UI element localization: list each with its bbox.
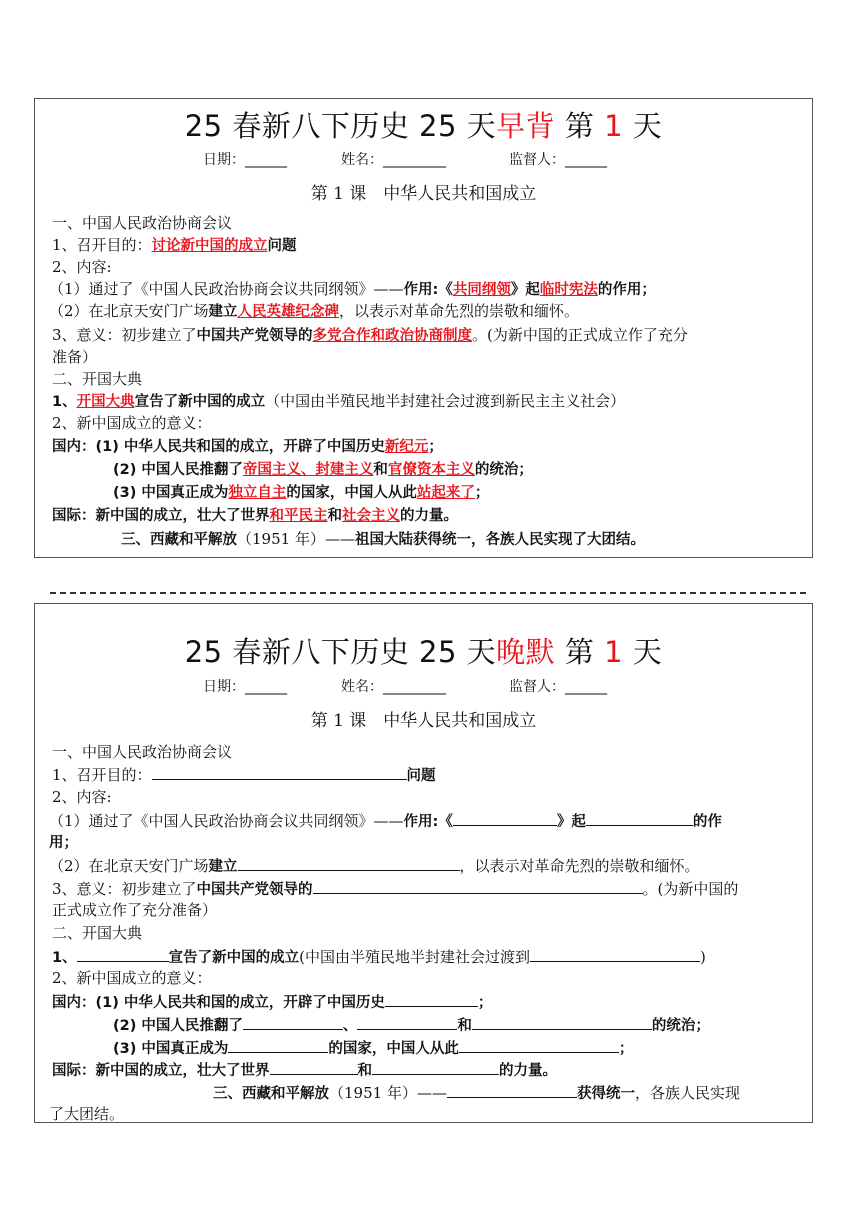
date-field: 日期：______ [203,679,287,695]
answer: 站起来了 [416,485,475,501]
name-field: 姓名：_________ [341,152,446,168]
text-line: 正式成立作了充分准备） [52,901,218,919]
text: 和 [373,462,388,478]
text: 、 [342,1018,358,1034]
morning-card [34,98,813,558]
text-line [52,325,688,346]
text-line: 准备） [52,348,98,366]
text: 的国家，中国人从此 [328,1041,459,1057]
title-red: 早背 [496,109,556,143]
evening-card [34,603,813,1123]
supervisor-field: 监督人：______ [509,679,607,695]
blank-line [447,1082,577,1098]
title-num: 1 [604,109,624,143]
title-end: 天 [623,109,663,143]
title-main: 25 春新八下历史 25 天 [184,109,497,143]
answer: 共同纲领 [452,282,511,298]
text: 。(为新中国的 [642,880,739,898]
text: 》起 [510,282,540,298]
text: （2）在北京天安门广场 [49,302,209,320]
supervisor-field: 监督人：______ [509,152,607,168]
text-line [52,436,443,457]
text: 国际：新中国的成立，壮大了世界 [52,508,270,524]
text-line [49,279,656,300]
blank-line [372,1059,499,1075]
section-heading: 二、开国大典 [52,370,143,388]
lesson-title: 第 1 课 中华人民共和国成立 [310,711,537,731]
section-heading: 一、中国人民政治协商会议 [52,214,233,232]
text: 3、意义：初步建立了 [52,326,197,344]
answer: 临时宪法 [539,282,598,298]
text: 的作 [692,814,722,830]
text: 的统治； [474,462,533,478]
blank-line [357,1014,457,1030]
date-field: 日期：______ [203,152,287,168]
blank-line [459,1037,619,1053]
text-line [49,832,78,853]
text-line [121,529,645,550]
cut-line [50,592,806,594]
text: 中国共产党领导的 [196,328,313,344]
text: （2）在北京天安门广场 [49,857,209,875]
text-line [213,1082,740,1104]
text: 中国共产党领导的 [196,882,313,898]
text: 国内：(1) 中华人民共和国的成立，开辟了中国历史 [52,995,385,1011]
text: 三、西藏和平解放 [213,1086,329,1102]
text: (中国由半殖民地半封建社会过渡到 [299,948,530,966]
name-field: 姓名：_________ [341,679,446,695]
text: 。(为新中国的正式成立作了充分 [472,326,688,344]
blank-line [472,1014,652,1030]
blank-line [270,1059,358,1075]
answer: 讨论新中国的成立 [151,238,268,254]
text: 1、 [52,394,77,410]
text: 作用:《 [403,282,453,298]
text: 和 [327,508,342,524]
text: 国内：(1) 中华人民共和国的成立，开辟了中国历史 [52,439,385,455]
text: 1、 [52,950,77,966]
blank-line [313,878,643,894]
text: (3) 中国真正成为 [113,485,229,501]
text: ； [474,485,490,501]
text-line: 2、新中国成立的意义： [52,414,212,432]
evening-title [35,630,812,671]
title-day: 第 [555,635,605,669]
text-line: 2、内容: [52,788,112,806]
answer: 官僚资本主义 [387,462,475,478]
text: 的力量。 [400,508,458,524]
text-line: 2、新中国成立的意义： [52,969,212,987]
text: （1951 年）—— [237,530,355,548]
section-heading: 一、中国人民政治协商会议 [52,743,233,761]
text: 国际：新中国的成立，壮大了世界 [52,1063,270,1079]
text: 和 [457,1018,472,1034]
title-day: 第 [555,109,605,143]
text-line [113,1014,710,1036]
text: 的作用； [597,282,656,298]
text: 问题 [406,768,436,784]
text-line: 了大团结。 [49,1105,125,1123]
blank-line [152,764,407,780]
answer: 和平民主 [269,508,328,524]
text-line [52,764,436,786]
text: 宣告了新中国的成立 [134,394,266,410]
title-red: 晚默 [496,635,556,669]
answer: 新纪元 [384,439,429,455]
blank-line [238,855,460,871]
text-line [52,1059,557,1081]
text: 三、西藏和平解放 [121,532,237,548]
text-line [113,459,533,480]
blank-line [385,991,478,1007]
text: ) [699,948,706,966]
title-num: 1 [604,635,624,669]
text: ； [618,1041,634,1057]
text-line [113,482,489,503]
answer: 开国大典 [76,394,135,410]
text-line [49,810,722,832]
section-heading: 二、开国大典 [52,924,143,942]
text-line: 2、内容: [52,258,112,276]
text: 》起 [556,814,586,830]
text: (3) 中国真正成为 [113,1041,229,1057]
text-line [49,855,700,877]
text: ； [428,439,443,455]
text: （1）通过了《中国人民政治协商会议共同纲领》—— [49,280,404,298]
answer: 社会主义 [342,508,400,524]
text: 和 [357,1063,372,1079]
text: 3、意义：初步建立了 [52,880,197,898]
text: 的力量。 [499,1063,557,1079]
text: 获得统一 [576,1086,635,1102]
text: 祖国大陆获得统一，各族人民实现了大团结。 [354,532,645,548]
blank-line [530,946,700,962]
blank-line [228,1037,328,1053]
answer: 多党合作和政治协商制度 [312,328,473,344]
blank-line [453,810,557,826]
lesson-title: 第 1 课 中华人民共和国成立 [310,184,537,204]
text: 用； [49,835,78,851]
title-end: 天 [623,635,663,669]
text: ，以表示对革命先烈的崇敬和缅怀。 [459,857,700,875]
text-line [49,301,579,322]
text: 的国家，中国人从此 [286,485,417,501]
blank-line [243,1014,343,1030]
text: ； [477,995,493,1011]
text: 宣告了新中国的成立 [168,950,300,966]
text: (2) 中国人民推翻了 [113,462,243,478]
title-main: 25 春新八下历史 25 天 [184,635,497,669]
answer: 帝国主义、封建主义 [242,462,374,478]
text: 1、召开目的： [52,766,152,784]
morning-title [35,104,812,145]
text: 1、召开目的： [52,236,152,254]
text-line [52,235,297,256]
text: （1951 年）—— [329,1084,447,1102]
answer: 人民英雄纪念碑 [237,304,340,320]
text: 问题 [267,238,297,254]
text-line [52,505,458,526]
text: 建立 [208,304,238,320]
text: (2) 中国人民推翻了 [113,1018,243,1034]
text: 作用:《 [403,814,453,830]
text: ，各族人民实现 [634,1084,740,1102]
text-line [113,1037,633,1059]
text-line [52,991,492,1013]
blank-line [77,946,169,962]
text: （中国由半殖民地半封建社会过渡到新民主主义社会） [265,392,626,410]
answer: 独立自主 [228,485,287,501]
text: 建立 [208,859,238,875]
text-line [52,878,738,900]
text-line [52,391,625,412]
text: （1）通过了《中国人民政治协商会议共同纲领》—— [49,812,404,830]
text-line [52,946,706,968]
blank-line [586,810,693,826]
text: ，以表示对革命先烈的崇敬和缅怀。 [339,302,580,320]
text: 的统治； [651,1018,710,1034]
